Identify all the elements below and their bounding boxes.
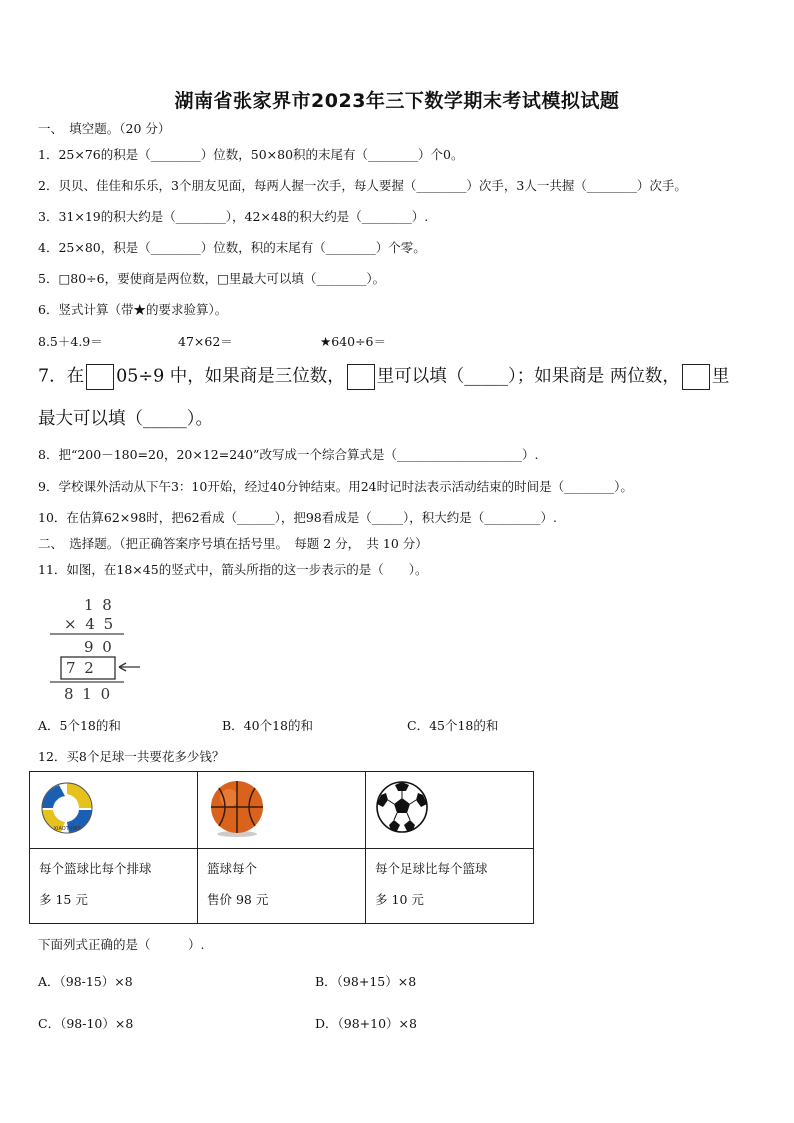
section-2-heading: 二、 选择题。（把正确答案序号填在括号里。 每题 2 分， 共 10 分）: [38, 536, 428, 551]
football-cell: [366, 772, 534, 849]
question-4: 4．25×80，积是（________）位数，积的末尾有（________）个零。: [38, 240, 426, 255]
price-table: [29, 771, 534, 924]
calc-row-result: 8 1 0: [64, 685, 113, 703]
cell-3-line-1: 每个足球比每个篮球: [375, 861, 488, 876]
q6-item-3: ★640÷6＝: [320, 334, 386, 349]
q12-option-c: C．（98-10）×8: [38, 1016, 134, 1031]
question-7: [38, 364, 729, 390]
question-8: 8．把“200－180=20，20×12=240”改写成一个综合算式是（____________________）.: [38, 447, 539, 462]
calc-row-multiplier: × 4 5: [64, 615, 116, 633]
question-5: 5．□80÷6，要使商是两位数，□里最大可以填（________）。: [38, 271, 386, 286]
basketball-cell: [197, 772, 365, 849]
q7-blank-box-2: [347, 364, 375, 390]
q11-option-c: C．45个18的和: [407, 718, 499, 733]
q12-option-d: D．（98+10）×8: [315, 1016, 417, 1031]
q11-option-a: A．5个18的和: [38, 718, 121, 733]
question-12: 12．买8个足球一共要花多少钱？: [38, 749, 225, 764]
page-title: 湖南省张家界市2023年三下数学期末考试模拟试题: [174, 90, 620, 112]
q7-part-3: 里可以填（_____）；如果商是 两位数，: [376, 366, 680, 387]
question-11: 11．如图，在18×45的竖式中，箭头所指的这一步表示的是（ ）。: [38, 562, 428, 577]
volleyball-icon: [39, 780, 95, 836]
table-cell-2-text: [197, 849, 365, 924]
q7-blank-box-1: [86, 364, 114, 390]
calc-row-partial-1: 9 0: [84, 638, 114, 656]
cell-1-line-2: 多 15 元: [39, 892, 88, 907]
section-1-heading: 一、 填空题。（20 分）: [38, 121, 171, 136]
vertical-multiplication-figure: [44, 594, 154, 706]
q12-option-b: B．（98+15）×8: [315, 974, 417, 989]
calc-row-partial-2: 7 2: [66, 659, 96, 677]
cell-1-line-1: 每个篮球比每个排球: [39, 861, 152, 876]
q7-part-1: 7．在: [38, 366, 85, 387]
question-10: 10．在估算62×98时，把62看成（______），把98看成是（_____），积大约是（_________）.: [38, 510, 557, 525]
q7-part-2: 05÷9 中，如果商是三位数，: [116, 366, 345, 387]
soccer-ball-icon: [375, 780, 429, 834]
question-6: 6．竖式计算（带★的要求验算）。: [38, 302, 228, 317]
q12-option-a: A．（98-15）×8: [38, 974, 133, 989]
q12-prompt: 下面列式正确的是（ ）.: [38, 937, 205, 952]
table-cell-1-text: [30, 849, 198, 924]
q6-item-2: 47×62＝: [178, 334, 233, 349]
table-cell-3-text: [366, 849, 534, 924]
cell-3-line-2: 多 10 元: [375, 892, 424, 907]
q7-blank-box-3: [682, 364, 710, 390]
volleyball-label: XIAOTUWT: [53, 826, 81, 832]
basketball-icon: [207, 778, 267, 838]
cell-2-line-1: 篮球每个: [206, 861, 257, 876]
q7-part-4: 里: [711, 366, 730, 387]
question-7-line-2: 最大可以填（_____）。: [38, 409, 213, 429]
question-2: 2．贝贝、佳佳和乐乐，3个朋友见面，每两人握一次手，每人要握（________）次手，3人一共握（________）次手。: [38, 178, 687, 193]
question-3: 3．31×19的积大约是（________），42×48的积大约是（________）.: [38, 209, 429, 224]
volleyball-cell: [30, 772, 198, 849]
cell-2-line-2: 售价 98 元: [206, 892, 269, 907]
question-9: 9．学校课外活动从下午3：10开始，经过40分钟结束。用24时记时法表示活动结束的时间是（________）。: [38, 479, 633, 494]
q11-option-b: B．40个18的和: [222, 718, 313, 733]
q6-item-1: 8.5＋4.9＝: [38, 334, 103, 349]
calc-row-multiplicand: 1 8: [84, 596, 114, 614]
question-1: 1．25×76的积是（________）位数，50×80积的末尾有（________）个0。: [38, 147, 464, 162]
